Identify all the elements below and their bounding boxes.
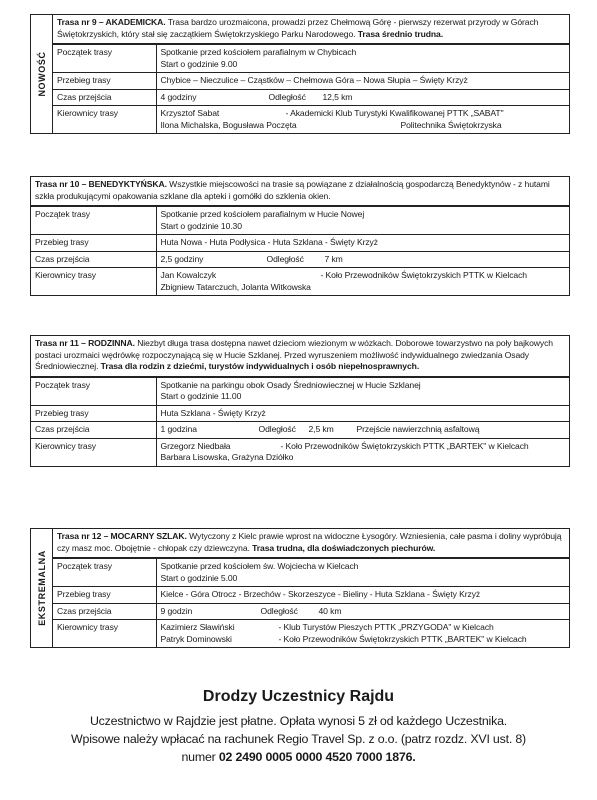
start-place: Spotkanie przed kościołem parafialnym w Hucie Nowej xyxy=(160,209,365,219)
row-label: Czas przejścia xyxy=(53,603,156,620)
route-details-table xyxy=(31,206,569,295)
row-label: Początek trasy xyxy=(53,559,156,587)
leader-organization: - Koło Przewodników Świętokrzyskich PTTK „BARTEK" w Kielcach xyxy=(278,633,527,644)
route-title: Trasa nr 12 – MOCARNY SZLAK. xyxy=(57,531,187,541)
row-value xyxy=(156,603,569,620)
distance-label: Odległość xyxy=(258,424,296,434)
route-title: Trasa nr 9 – AKADEMICKA. xyxy=(57,17,166,27)
route-details-table xyxy=(53,558,569,647)
route-title: Trasa nr 10 – BENEDYKTYŃSKA. xyxy=(35,179,167,189)
route-description: Wytyczony z Kielc prawie wprost na widoczne Łysogóry. Wzniesienia, całe pasma i doliny wypróbują czy masz moc. Obojętnie - chłopak czy dziewczyna. xyxy=(57,531,562,553)
row-value xyxy=(156,268,569,296)
row-value xyxy=(156,438,569,466)
account-suffix: . xyxy=(412,750,416,764)
duration: 4 godziny xyxy=(160,91,197,102)
route-details-table xyxy=(31,377,569,466)
row-label: Przebieg trasy xyxy=(53,73,156,90)
side-label: EKSTREMALNA xyxy=(36,550,47,626)
row-value xyxy=(156,251,569,268)
row-label: Kierownicy trasy xyxy=(53,106,156,134)
route-description: Niezbyt długa trasa dostępna nawet dzieciom wiezionym w wózkach. Doborowe towarzystwo na poły bajkowych postaci urozmaici wędrówkę rozpoczynającą się w Hucie Szklanej. Przed wyruszeniem możliwość indywidualnego zwiedzania Osady Średniowiecznej. xyxy=(35,338,553,371)
route-11-block xyxy=(30,335,570,467)
distance-value: 12,5 km xyxy=(322,91,353,102)
leader-organization: Politechnika Świętokrzyska xyxy=(400,119,502,130)
table-row xyxy=(53,620,569,648)
row-value: Kielce - Góra Otrocz - Brzechów - Skorzeszyce - Bieliny - Huta Szklana - Święty Krzyż xyxy=(156,587,569,604)
route-difficulty: Trasa średnio trudna xyxy=(357,28,441,39)
route-intro xyxy=(31,177,569,206)
row-value xyxy=(156,106,569,134)
leader-name: Krzysztof Sabat xyxy=(160,108,220,118)
leader-name: Ilona Michalska, Bogusława Poczęta xyxy=(160,119,297,130)
footer-line: Uczestnictwo w Rajdzie jest płatne. Opłata wynosi 5 zł od każdego Uczestnika. xyxy=(89,714,508,728)
side-label: NOWOŚĆ xyxy=(36,51,47,97)
start-place: Spotkanie przed kościołem parafialnym w Chybicach xyxy=(160,47,357,57)
row-value: Chybice – Nieczulice – Cząstków – Chełmowa Góra – Nowa Słupia – Święty Krzyż xyxy=(156,73,569,90)
table-row xyxy=(53,106,569,134)
table-row xyxy=(31,422,569,439)
row-label: Początek trasy xyxy=(53,45,156,73)
footer-title: Drodzy Uczestnicy Rajdu xyxy=(202,688,395,705)
row-label: Kierownicy trasy xyxy=(53,620,156,648)
row-label: Kierownicy trasy xyxy=(31,268,156,296)
row-label: Początek trasy xyxy=(31,207,156,235)
row-value xyxy=(156,422,569,439)
row-value xyxy=(156,559,569,587)
leader-name: Zbigniew Tatarczuch, Jolanta Witkowska xyxy=(160,281,311,292)
route-difficulty-end: . xyxy=(440,28,444,39)
footer-text xyxy=(0,712,597,766)
row-label: Czas przejścia xyxy=(53,89,156,106)
leader-organization: - Klub Turystów Pieszych PTTK „PRZYGODA" w Kielcach xyxy=(278,622,494,632)
table-row xyxy=(31,377,569,405)
row-label: Przebieg trasy xyxy=(31,235,156,252)
row-value xyxy=(156,377,569,405)
leader-name: Kazimierz Sławiński xyxy=(160,622,235,632)
table-row xyxy=(53,559,569,587)
table-row xyxy=(53,587,569,604)
row-label: Przebieg trasy xyxy=(31,405,156,422)
duration: 2,5 godziny xyxy=(160,253,204,264)
route-description: Trasa bardzo urozmaicona, prowadzi przez Chełmową Górę - pierwszy rezerwat przyrody w Górach Świętokrzyskich, który stał się zaczątkiem Świętokrzyskiego Parku Narodowego. xyxy=(57,17,539,39)
row-value xyxy=(156,45,569,73)
distance-value: 40 km xyxy=(318,605,342,616)
start-time: Start o godzinie 10.30 xyxy=(160,220,242,231)
start-time: Start o godzinie 11.00 xyxy=(160,391,242,401)
start-time: Start o godzinie 9.00 xyxy=(160,58,238,69)
row-value: Huta Szklana - Święty Krzyż xyxy=(156,405,569,422)
row-value xyxy=(156,620,569,648)
table-row xyxy=(31,405,569,422)
duration: 9 godzin xyxy=(160,605,193,616)
start-place: Spotkanie przed kościołem św. Wojciecha w Kielcach xyxy=(160,561,359,571)
row-label: Czas przejścia xyxy=(31,251,156,268)
table-row xyxy=(31,438,569,466)
route-intro xyxy=(31,336,569,377)
account-prefix: numer xyxy=(181,750,219,764)
route-description: Wszystkie miejscowości na trasie są powiązane z działalnością gospodarczą Benedyktynów - z hutami szkła produkującymi opakowania szklane dla apteki i gomółki do szklenia okien. xyxy=(35,179,550,201)
table-row xyxy=(53,89,569,106)
table-row xyxy=(53,45,569,73)
side-label-cell xyxy=(31,15,53,133)
distance-label: Odległość xyxy=(260,605,298,616)
route-intro xyxy=(53,15,569,44)
route-intro xyxy=(53,529,569,558)
row-label: Kierownicy trasy xyxy=(31,438,156,466)
route-difficulty: Trasa trudna, dla doświadczonych piechurów. xyxy=(252,542,436,553)
table-row xyxy=(31,207,569,235)
account-number: 02 2490 0005 0000 4520 7000 1876 xyxy=(218,750,413,764)
table-row xyxy=(53,603,569,620)
table-row xyxy=(31,235,569,252)
surface-note: Przejście nawierzchnią asfaltową xyxy=(356,424,480,434)
leader-organization: - Koło Przewodników Świętokrzyskich PTTK „BARTEK" w Kielcach xyxy=(280,440,529,451)
leader-name: Patryk Dominowski xyxy=(160,633,232,644)
leader-organization: - Koło Przewodników Świętokrzyskich PTTK w Kielcach xyxy=(320,270,527,280)
route-title: Trasa nr 11 – RODZINNA. xyxy=(35,338,135,348)
route-10-block xyxy=(30,176,570,296)
route-9-block xyxy=(30,14,570,134)
distance-value: 2,5 km xyxy=(308,424,334,434)
row-label: Przebieg trasy xyxy=(53,587,156,604)
row-label: Początek trasy xyxy=(31,377,156,405)
leader-name: Barbara Lisowska, Grażyna Dziółko xyxy=(160,452,294,462)
row-value xyxy=(156,89,569,106)
route-12-block xyxy=(30,528,570,648)
leader-organization: - Akademicki Klub Turystyki Kwalifikowanej PTTK „SABAT" xyxy=(285,108,504,118)
table-row xyxy=(31,251,569,268)
row-label: Czas przejścia xyxy=(31,422,156,439)
row-value xyxy=(156,207,569,235)
leader-name: Jan Kowalczyk xyxy=(160,270,217,280)
row-value: Huta Nowa - Huta Podłysica - Huta Szklana - Święty Krzyż xyxy=(156,235,569,252)
side-label-cell xyxy=(31,529,53,647)
distance-value: 7 km xyxy=(324,253,343,264)
start-time: Start o godzinie 5.00 xyxy=(160,572,238,583)
route-difficulty: Trasa dla rodzin z dziećmi, turystów indywidualnych i osób niepełnosprawnych. xyxy=(100,361,420,371)
distance-label: Odległość xyxy=(266,253,304,264)
leader-name: Grzegorz Niedbała xyxy=(160,440,231,451)
footer-line xyxy=(0,748,597,766)
start-place: Spotkanie na parkingu obok Osady Średniowiecznej w Hucie Szklanej xyxy=(160,379,421,390)
table-row xyxy=(53,73,569,90)
table-row xyxy=(31,268,569,296)
duration: 1 godzina xyxy=(160,424,197,434)
route-details-table xyxy=(53,44,569,133)
footer-line: Wpisowe należy wpłacać na rachunek Regio Travel Sp. z o.o. (patrz rozdz. XVI ust. 8) xyxy=(71,732,526,746)
distance-label: Odległość xyxy=(268,91,306,102)
